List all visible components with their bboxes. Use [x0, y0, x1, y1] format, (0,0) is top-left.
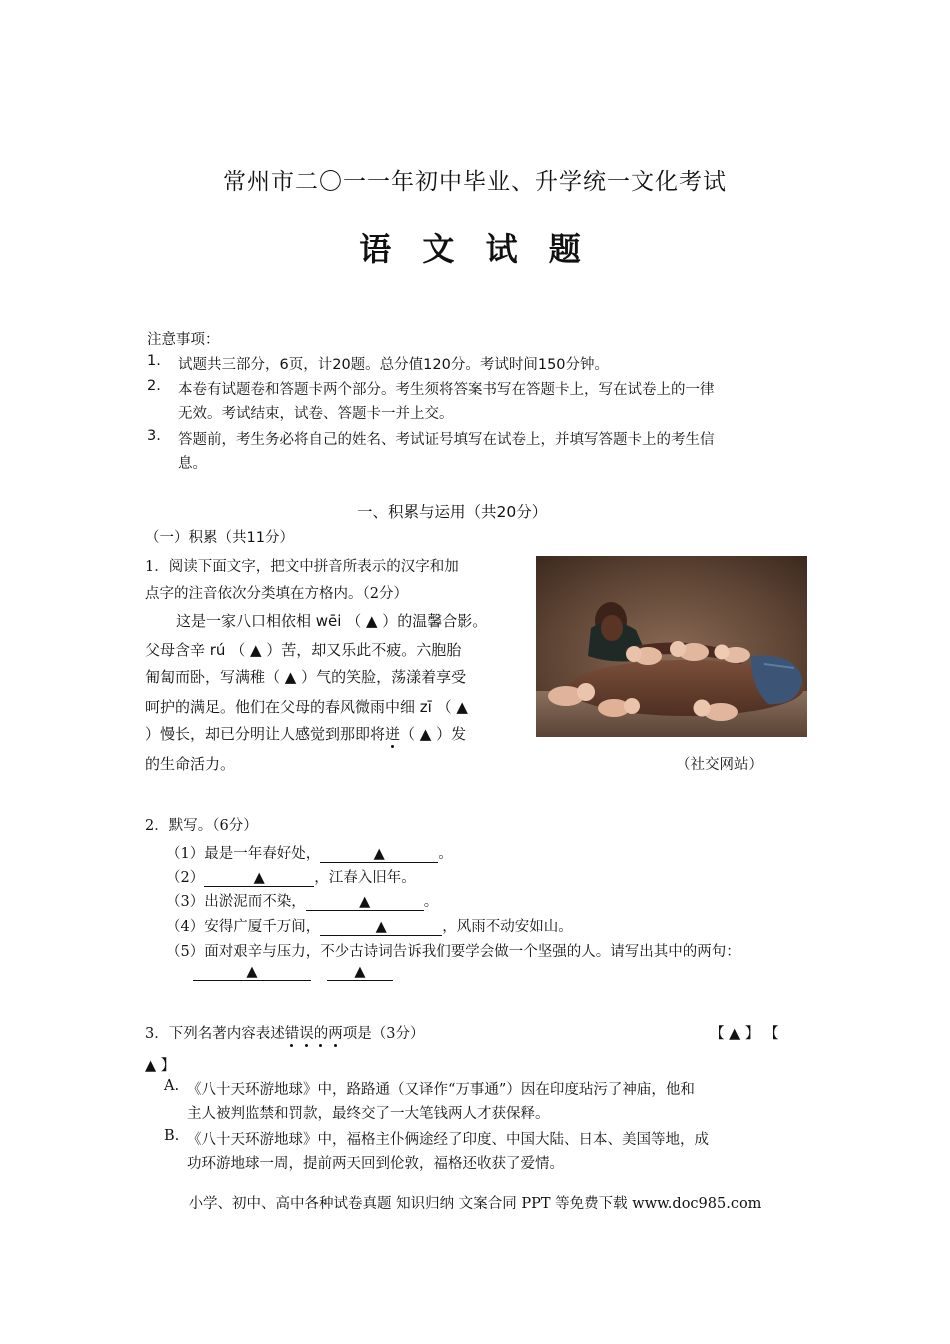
answer-blank[interactable]: ▲	[327, 965, 393, 981]
answer-blank[interactable]: ▲	[193, 965, 311, 981]
family-photo	[536, 556, 807, 737]
q2-item-1: （1）最是一年春好处， ▲ 。	[166, 846, 453, 862]
photo-source: （社交网站）	[676, 757, 763, 773]
notice-item-2-line1: 本卷有试题卷和答题卡两个部分。考生须将答案书写在答题卡上，写在试卷上的一律	[178, 382, 715, 398]
q3-answer-bracket-cont[interactable]: ▲ 】	[145, 1058, 176, 1074]
section-heading: 一、积累与运用（共20分）	[357, 503, 548, 521]
q2-item-2: （2） ▲ ，江春入旧年。	[166, 870, 416, 886]
q1-prompt-line1: 1．阅读下面文字，把文中拼音所表示的汉字和加	[145, 559, 459, 575]
notice-item-2-line2: 无效。考试结束，试卷、答题卡一并上交。	[178, 406, 454, 422]
answer-blank[interactable]: ▲	[204, 871, 314, 887]
q3-option-b-line2: 功环游地球一周，提前两天回到伦敦，福格还收获了爱情。	[187, 1156, 564, 1172]
q1-passage-line4: 呵护的满足。他们在父母的春风微雨中细 zī （ ▲	[145, 698, 468, 716]
answer-blank[interactable]: ▲	[306, 895, 424, 911]
notice-item-3-line2: 息。	[178, 456, 207, 472]
notice-item-3-line1: 答题前，考生务必将自己的姓名、考试证号填写在试卷上，并填写答题卡上的考生信	[178, 432, 715, 448]
notice-item-2-num: 2.	[147, 378, 161, 394]
subject-title: 语 文 试 题	[359, 230, 591, 268]
q3-option-a-line1: 《八十天环游地球》中，路路通（又译作“万事通”）因在印度玷污了神庙，他和	[187, 1082, 695, 1098]
q1-passage-line5: ）慢长，却已分明让人感觉到那即将迸（ ▲ ）发	[145, 725, 467, 743]
answer-blank[interactable]: ▲	[320, 920, 442, 936]
notice-item-3-num: 3.	[147, 428, 161, 444]
notice-item-1-num: 1.	[147, 353, 161, 369]
q3-heading: 3．下列名著内容表述错误的两项是（3分）	[145, 1026, 425, 1042]
q3-option-a-line2: 主人被判监禁和罚款，最终交了一大笔钱两人才获保释。	[187, 1106, 550, 1122]
q1-prompt-line2: 点字的注音依次分类填在方格内。（2分）	[145, 586, 408, 602]
q2-item-3: （3）出淤泥而不染， ▲ 。	[166, 894, 439, 910]
exam-title: 常州市二〇一一年初中毕业、升学统一文化考试	[223, 169, 727, 195]
q2-item-5: （5）面对艰辛与压力，不少古诗词告诉我们要学会做一个坚强的人。请写出其中的两句：	[166, 944, 741, 960]
q2-heading: 2．默写。（6分）	[145, 818, 258, 834]
notice-item-1: 试题共三部分，6页，计20题。总分值120分。考试时间150分钟。	[178, 357, 610, 373]
q3-answer-bracket[interactable]: 【 ▲ 】 【	[710, 1026, 779, 1042]
q3-option-b-label: B.	[164, 1128, 180, 1144]
q1-passage-line3: 匍匐而卧，写满稚（ ▲ ）气的笑脸，荡漾着享受	[145, 668, 467, 686]
subsection-heading: （一）积累（共11分）	[145, 530, 294, 546]
q1-passage-line2: 父母含辛 rú （ ▲ ）苦，却又乐此不疲。六胞胎	[145, 641, 462, 659]
q1-passage-line6: 的生命活力。	[145, 755, 236, 773]
footer-text: 小学、初中、高中各种试卷真题 知识归纳 文案合同 PPT 等免费下载 www.doc985.com	[188, 1196, 762, 1212]
notice-heading: 注意事项：	[147, 332, 220, 348]
q2-item-5-blanks	[193, 964, 393, 981]
answer-blank[interactable]: ▲	[320, 847, 438, 863]
q1-passage-line1: 这是一家八口相依相 wēi （ ▲ ）的温馨合影。	[176, 612, 488, 630]
emphasis-char: 迸	[385, 725, 401, 743]
q2-item-4: （4）安得广厦千万间， ▲ ，风雨不动安如山。	[166, 919, 573, 935]
q3-option-b-line1: 《八十天环游地球》中，福格主仆俩途经了印度、中国大陆、日本、美国等地，成	[187, 1132, 709, 1148]
q3-option-a-label: A.	[164, 1078, 180, 1094]
